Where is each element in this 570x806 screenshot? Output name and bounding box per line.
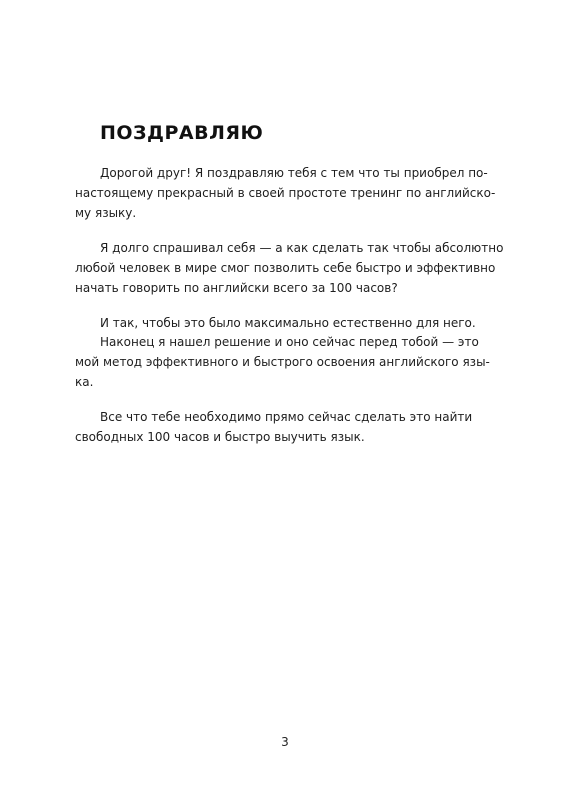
text-line: свободных 100 часов и быстро выучить язык. <box>75 430 365 444</box>
page-heading: ПОЗДРАВЛЯЮ <box>100 122 264 144</box>
text-line: настоящему прекрасный в своей простоте тренинг по английско- <box>75 186 496 200</box>
page-number: 3 <box>281 735 289 749</box>
text-line: любой человек в мире смог позволить себе быстро и эффективно <box>75 261 496 275</box>
text-line: Я долго спрашивал себя — а как сделать так чтобы абсолютно <box>100 241 504 255</box>
text-line: му языку. <box>75 206 137 220</box>
text-line: мой метод эффективного и быстрого освоения английского язы- <box>75 355 490 369</box>
text-line: ка. <box>75 375 94 389</box>
text-line: Все что тебе необходимо прямо сейчас сделать это найти <box>100 410 473 424</box>
text-line: Дорогой друг! Я поздравляю тебя с тем что ты приобрел по- <box>100 166 488 180</box>
text-line: И так, чтобы это было максимально естественно для него. <box>100 316 476 330</box>
text-line: Наконец я нашел решение и оно сейчас перед тобой — это <box>100 335 479 349</box>
text-line: начать говорить по английски всего за 100 часов? <box>75 281 398 295</box>
